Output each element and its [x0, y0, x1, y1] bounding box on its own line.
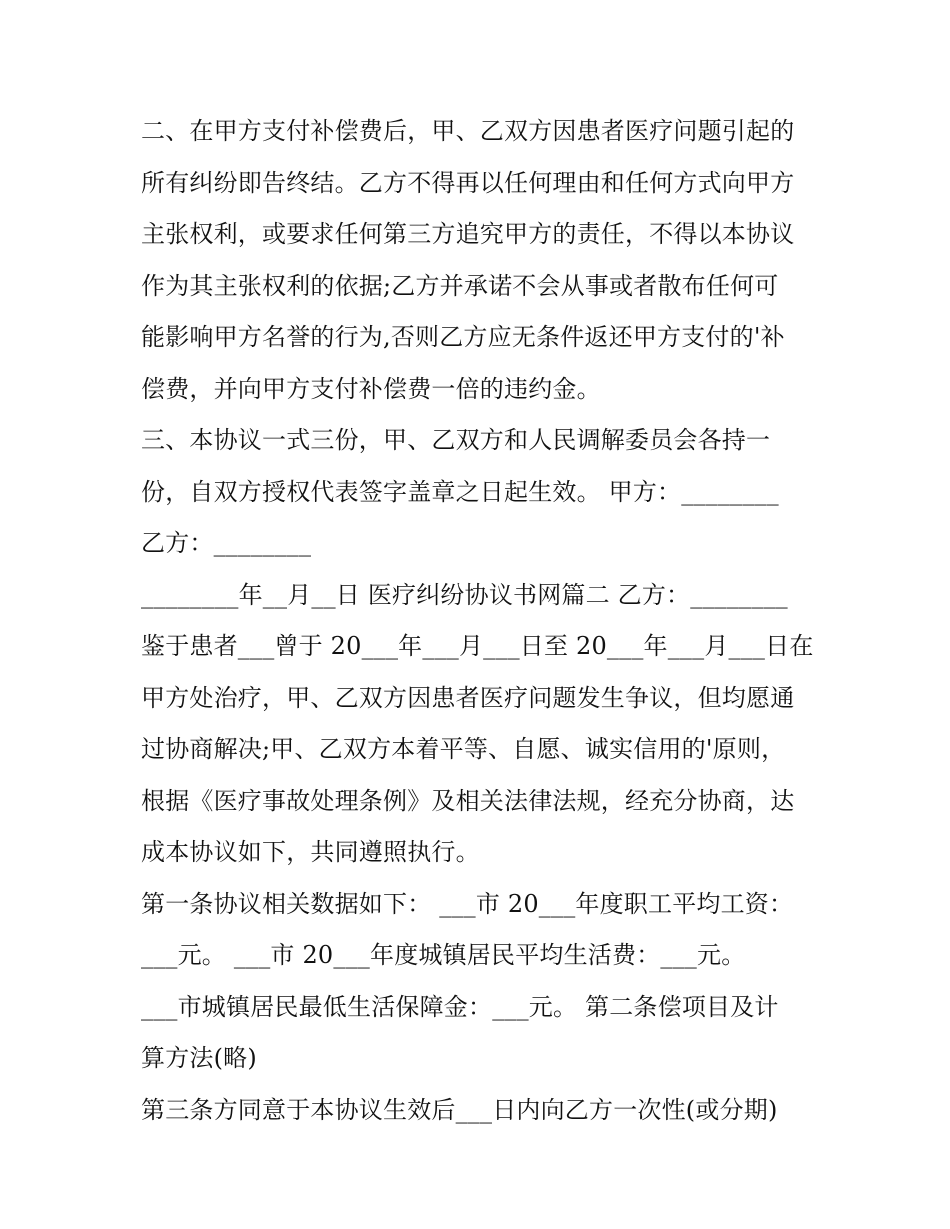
text-line: 偿费，并向甲方支付补偿费一倍的违约金。	[141, 374, 601, 403]
text-line: 能影响甲方名誉的行为,否则乙方应无条件返还甲方支付的'补	[141, 323, 785, 351]
text-line: 第一条协议相关数据如下： ___市 20___年度职工平均工资：	[141, 889, 794, 918]
text-line: 二、在甲方支付补偿费后，甲、乙双方因患者医疗问题引起的	[141, 117, 795, 145]
text-line: 过协商解决;甲、乙双方本着平等、自愿、诚实信用的'原则，	[141, 735, 786, 763]
text-line: 乙方：________	[141, 529, 312, 557]
text-line: 根据《医疗事故处理条例》及相关法律法规，经充分协商，达	[141, 786, 795, 815]
text-line: 主张权利，或要求任何第三方追究甲方的责任，不得以本协议	[141, 220, 795, 248]
text-line: 鉴于患者___曾于 20___年___月___日至 20___年___月___日在	[141, 632, 814, 660]
text-line: 份，自双方授权代表签字盖章之日起生效。 甲方：________	[141, 477, 779, 506]
text-line: ___元。 ___市 20___年度城镇居民平均生活费：___元。	[141, 941, 746, 969]
text-line: 作为其主张权利的依据;乙方并承诺不会从事或者散布任何可	[141, 271, 779, 300]
document-body	[141, 106, 821, 1136]
text-line: ___市城镇居民最低生活保障金：___元。 第二条偿项目及计	[141, 992, 779, 1021]
text-line: 算方法(略)	[141, 1044, 257, 1072]
text-line: ________年__月__日 医疗纠纷协议书网篇二 乙方：________	[141, 580, 788, 609]
text-line: 第三条方同意于本协议生效后___日内向乙方一次性(或分期)	[141, 1095, 778, 1124]
text-line: 所有纠纷即告终结。乙方不得再以任何理由和任何方式向甲方	[141, 168, 795, 197]
text-line: 三、本协议一式三份，甲、乙双方和人民调解委员会各持一	[141, 426, 771, 454]
text-line: 甲方处治疗，甲、乙双方因患者医疗问题发生争议，但均愿通	[141, 683, 795, 712]
text-line: 成本协议如下，共同遵照执行。	[141, 838, 480, 866]
